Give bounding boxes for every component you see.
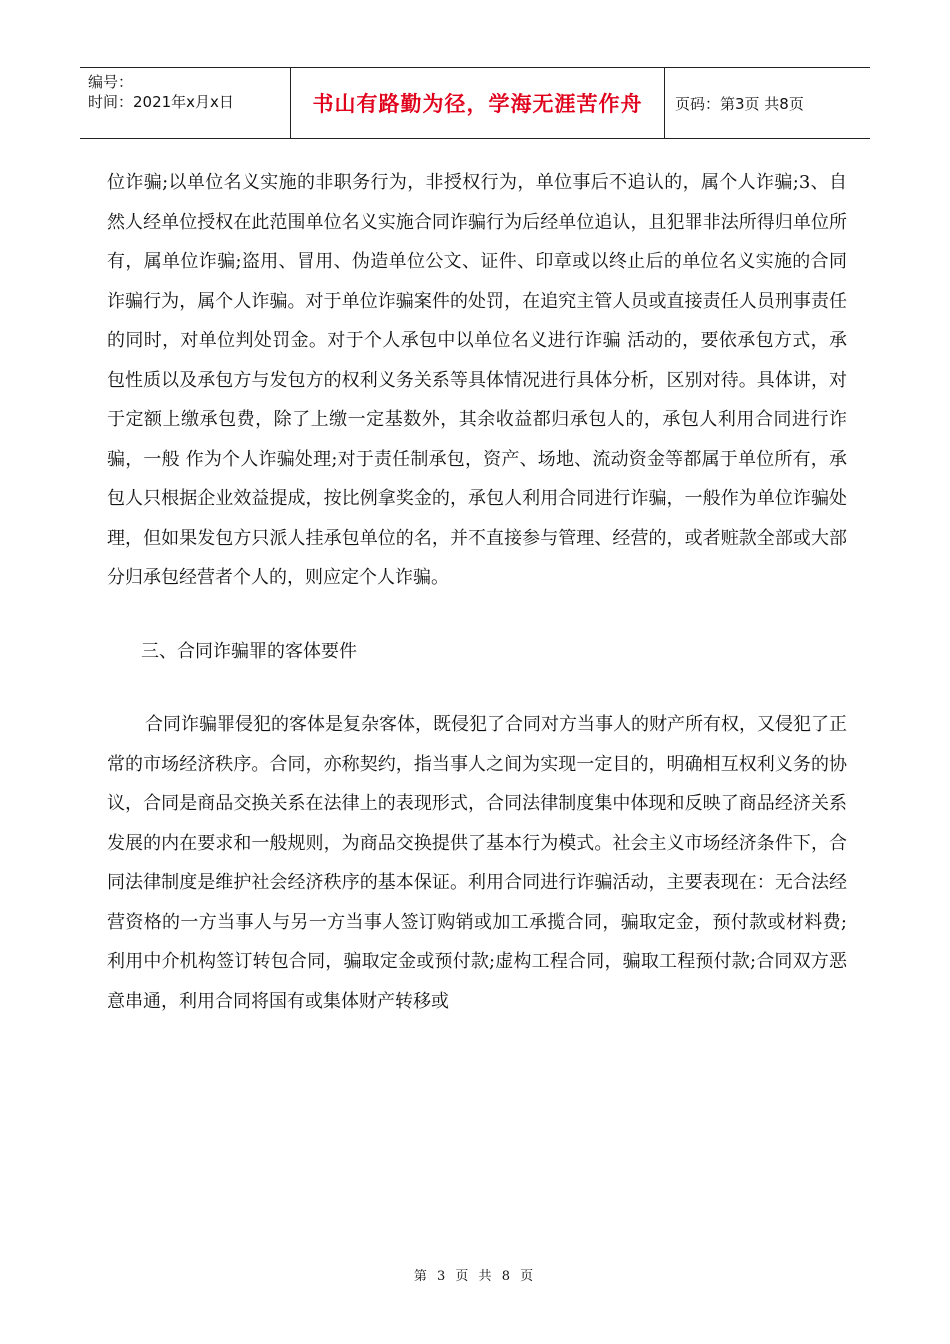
header-page-code: 页码：第3页 共8页	[675, 94, 804, 113]
header-meta	[80, 68, 291, 138]
document-body	[107, 163, 847, 1021]
body-paragraph: 位诈骗;以单位名义实施的非职务行为，非授权行为，单位事后不追认的，属个人诈骗;3、自然人经单位授权在此范围单位名义实施合同诈骗行为后经单位追认，且犯罪非法所得归单位所有，属单位诈骗;盗用、冒用、伪造单位公文、证件、印章或以终止后的单位名义实施的合同诈骗行为，属个人诈骗。对于单位诈骗案件的处罚，在追究主管人员或直接责任人员刑事责任的同时，对单位判处罚金。对于个人承包中以单位名义进行诈骗 活动的，要依承包方式，承包性质以及承包方与发包方的权利义务关系等具体情况进行具体分析，区别对待。具体讲，对于定额上缴承包费，除了上缴一定基数外，其余收益都归承包人的，承包人利用合同进行诈骗，一般 作为个人诈骗处理;对于责任制承包，资产、场地、流动资金等都属于单位所有，承包人只根据企业效益提成，按比例拿奖金的，承包人利用合同进行诈骗，一般作为单位诈骗处理，但如果发包方只派人挂承包单位的名，并不直接参与管理、经营的，或者赃款全部或大部分归承包经营者个人的，则应定个人诈骗。	[107, 172, 847, 588]
page-footer: 第 3 页 共 8 页	[413, 1269, 537, 1284]
section-heading: 三、合同诈骗罪的客体要件	[141, 640, 357, 662]
date-label: 时间：2021年x月x日	[88, 93, 234, 111]
header-motto: 书山有路勤为径，学海无涯苦作舟	[291, 68, 665, 138]
body-paragraph: 合同诈骗罪侵犯的客体是复杂客体，既侵犯了合同对方当事人的财产所有权，又侵犯了正常的市场经济秩序。合同，亦称契约，指当事人之间为实现一定目的，明确相互权利义务的协议，合同是商品交换关系在法律上的表现形式，合同法律制度集中体现和反映了商品经济关系发展的内在要求和一般规则，为商品交换提供了基本行为模式。社会主义市场经济条件下，合同法律制度是维护社会经济秩序的基本保证。利用合同进行诈骗活动，主要表现在：无合法经营资格的一方当事人与另一方当事人签订购销或加工承揽合同，骗取定金，预付款或材料费;利用中介机构签订转包合同，骗取定金或预付款;虚构工程合同，骗取工程预付款;合同双方恶意串通，利用合同将国有或集体财产转移或	[107, 714, 847, 1012]
page-header	[80, 67, 870, 139]
serial-number-label: 编号：	[88, 73, 134, 91]
